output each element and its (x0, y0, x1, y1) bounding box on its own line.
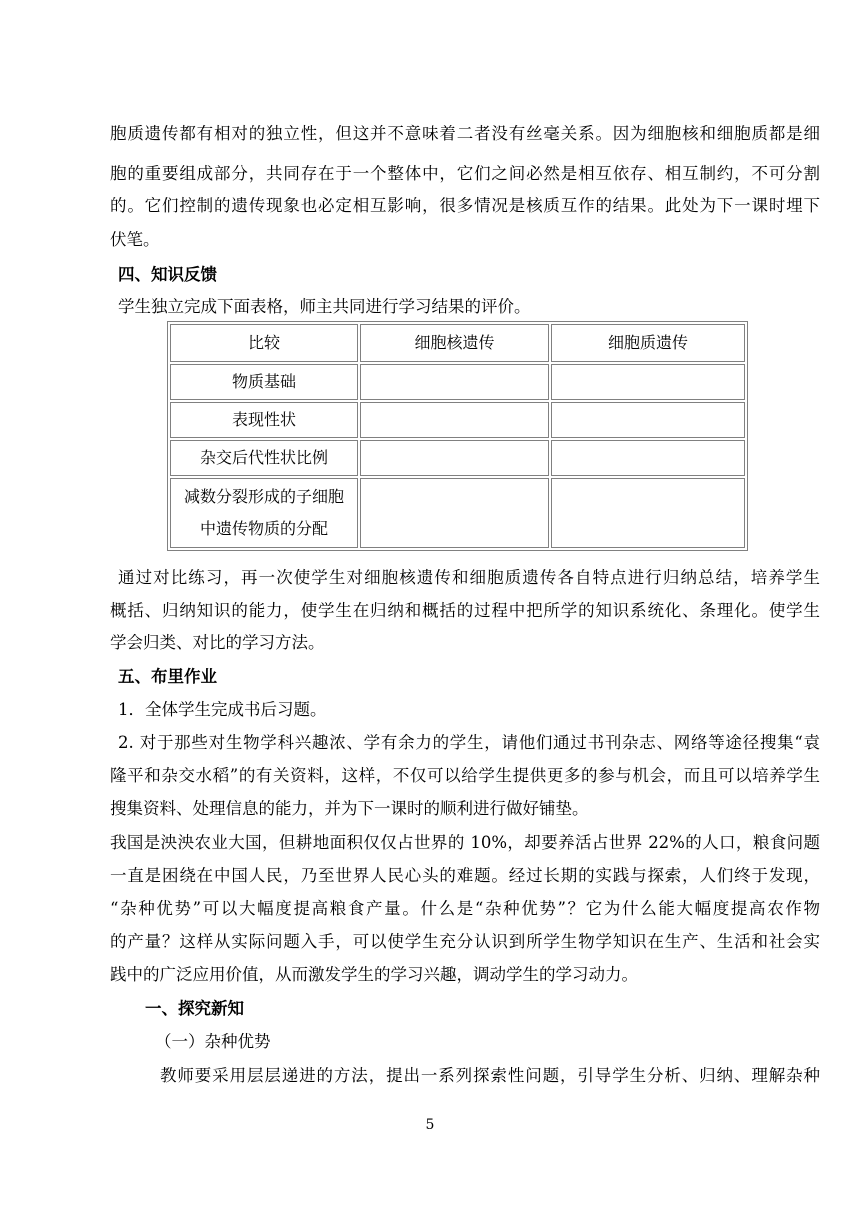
table-row-label (170, 478, 358, 548)
section-heading: 一、探究新知 (145, 999, 244, 1018)
table-row (170, 440, 745, 476)
table-cell-empty[interactable] (360, 402, 549, 438)
subsection-heading: （一）杂种优势 (155, 1032, 271, 1051)
paragraph-line: 教师要采用层层递进的方法，提出一系列探索性问题，引导学生分析、归纳、理解杂种 (160, 1066, 820, 1085)
table-header-cell: 细胞核遗传 (360, 324, 549, 362)
paragraph-line: 学会归类、对比的学习方法。 (110, 633, 325, 652)
table-row (170, 478, 745, 548)
table-row-label: 杂交后代性状比例 (170, 440, 358, 476)
comparison-table (167, 321, 748, 551)
table-cell-empty[interactable] (551, 364, 745, 400)
paragraph-line: 胞的重要组成部分，共同存在于一个整体中，它们之间必然是相互依存、相互制约，不可分割 (110, 164, 820, 183)
table-row-label: 物质基础 (170, 364, 358, 400)
table-row-label-line: 中遗传物质的分配 (199, 519, 328, 538)
paragraph-line: 学生独立完成下面表格，师主共同进行学习结果的评价。 (118, 297, 531, 316)
table-cell-empty[interactable] (551, 402, 745, 438)
paragraph-line: 胞质遗传都有相对的独立性，但这并不意味着二者没有丝毫关系。因为细胞核和细胞质都是细 (110, 124, 820, 143)
paragraph-line: 搜集资料、处理信息的能力，并为下一课时的顺利进行做好铺垫。 (110, 799, 589, 818)
table-row (170, 402, 745, 438)
table-cell-empty[interactable] (360, 364, 549, 400)
section-heading: 五、布里作业 (118, 667, 217, 686)
paragraph-line: 伏笔。 (110, 230, 160, 249)
table-header-cell: 细胞质遗传 (551, 324, 745, 362)
paragraph-line: 的产量？这样从实际问题入手，可以使学生充分认识到所学生物学知识在生产、生活和社会实 (110, 932, 820, 951)
homework-item: 2. 对于那些对生物学科兴趣浓、学有余力的学生，请他们通过书刊杂志、网络等途径搜集“袁 (118, 733, 820, 752)
table-header-row (170, 324, 745, 362)
table-row-label: 表现性状 (170, 402, 358, 438)
section-heading: 四、知识反馈 (118, 265, 217, 284)
paragraph-line: 概括、归纳知识的能力，使学生在归纳和概括的过程中把所学的知识系统化、条理化。使学生 (110, 601, 820, 620)
table-row-label-line: 减数分裂形成的子细胞 (183, 487, 344, 506)
paragraph-line: 的。它们控制的遗传现象也必定相互影响，很多情况是核质互作的结果。此处为下一课时埋下 (110, 196, 820, 215)
table-cell-empty[interactable] (360, 478, 549, 548)
table-cell-empty[interactable] (551, 478, 745, 548)
table-cell-empty[interactable] (551, 440, 745, 476)
paragraph-line: “杂种优势”可以大幅度提高粮食产量。什么是“杂种优势”？它为什么能大幅度提高农作物 (110, 899, 820, 918)
table-cell-empty[interactable] (360, 440, 549, 476)
page-number: 5 (425, 1117, 435, 1133)
paragraph-line: 践中的广泛应用价值，从而激发学生的学习兴趣，调动学生的学习动力。 (110, 965, 638, 984)
paragraph-line: 一直是困绕在中国人民，乃至世界人民心头的难题。经过长期的实践与探索，人们终于发现， (110, 866, 820, 885)
homework-item: 1．全体学生完成书后习题。 (118, 700, 327, 719)
table-row (170, 364, 745, 400)
paragraph-line: 通过对比练习，再一次使学生对细胞核遗传和细胞质遗传各自特点进行归纳总结，培养学生 (118, 568, 820, 587)
paragraph-line: 我国是泱泱农业大国，但耕地面积仅仅占世界的 10%，却要养活占世界 22%的人口，粮食问题 (110, 833, 820, 852)
table-header-cell: 比较 (170, 324, 358, 362)
paragraph-line: 隆平和杂交水稻”的有关资料，这样，不仅可以给学生提供更多的参与机会，而且可以培养学生 (110, 766, 820, 785)
